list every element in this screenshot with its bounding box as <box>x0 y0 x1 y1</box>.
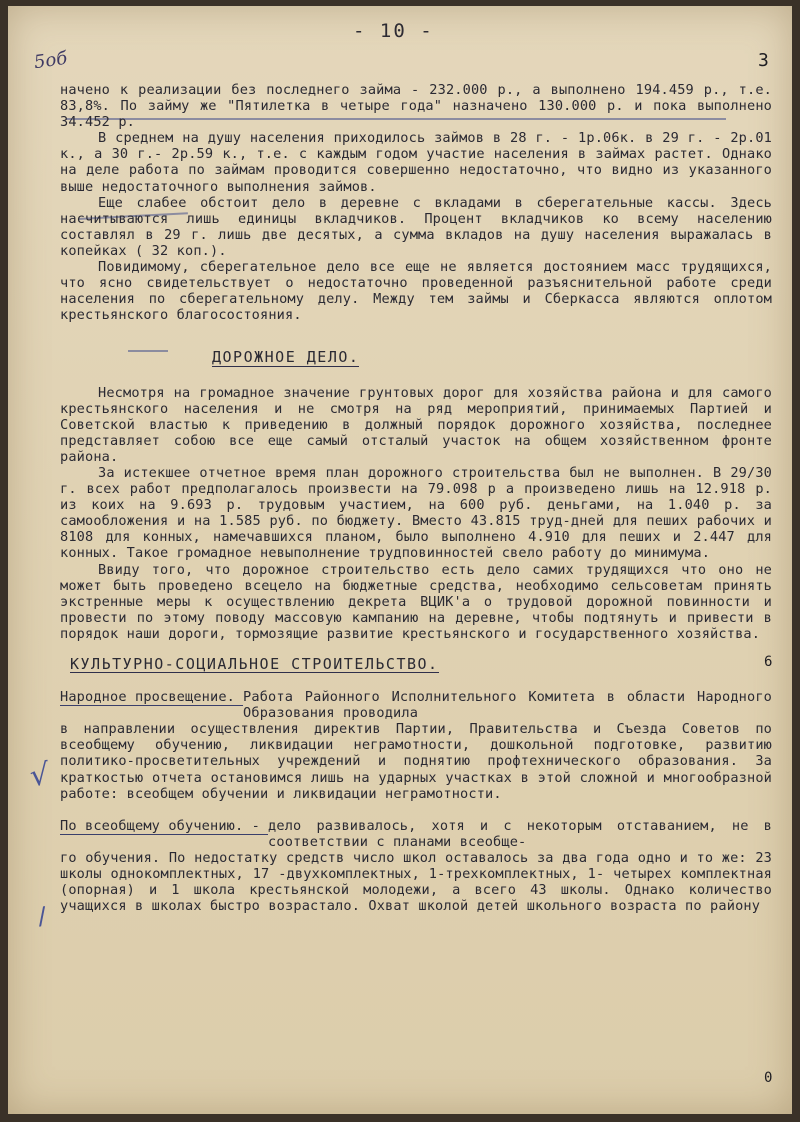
document-page <box>8 6 792 1114</box>
corner-mark-top: 3 <box>758 50 769 71</box>
paragraph: го обучения. По недостатку средств число школ оставалось за два года одно и то же: 23 школы однокомплектных, 17 -двухкомплектных, 1-трехкомплектных, 1- четырех комплектная (опорная) и 1 школа крестьянской молодежи, а всего 43 школы. Однако количество учащихся в школах быстро возрастало. Охват школой детей школьного возраста по району <box>60 849 772 915</box>
subheading-universal-schooling: По всеобщему обучению. - <box>60 818 268 835</box>
paragraph: Повидимому, сберегательное дело все еще не является достоянием масс трудящихся, что ясно свидетельствует о недостаточно проведенной разъяснительной работе среди населения по сберегательному делу. Между тем займы и Сберкасса являются оплотом крестьянского благосостояния. <box>60 259 772 324</box>
paragraph: Несмотря на громадное значение грунтовых дорог для хозяйства района и для самого крестьянского населения и не смотря на ряд мероприятий, принимаемых Партией и Советской властью к приведению в должный порядок дорожного хозяйства, последнее представляет собою все еще самый отсталый участок на общем хозяйственном фронте района. <box>60 384 772 465</box>
pencil-check-icon: / <box>36 901 48 931</box>
paragraph: начено к реализации без последнего займа - 232.000 р., а выполнено 194.459 р., т.е. 83,8%. По займу же "Пятилетка в четыре года" назначено 130.000 р. и пока выполнено 34.452 р. <box>60 82 772 131</box>
education-heading-row <box>60 689 772 721</box>
corner-mark-bottom: 0 <box>764 1070 773 1086</box>
education-lead: Работа Районного Исполнительного Комитета в области Народного Образования проводила <box>243 689 772 722</box>
paragraph: Ввиду того, что дорожное строительство есть дело самих трудящихся что оно не может быть проведено всецело на бюджетные средства, необходимо сельсоветам принять экстренные меры к осуществлению декрета ВЦИК'а о трудовой дорожной повинности и провести по этому поводу массовую кампанию на деревне, чтобы подтянуть и привести в порядок наши дороги, тормозящие развитие крестьянского и государственного хозяйства. <box>60 561 772 642</box>
page-number: - 10 - <box>353 20 434 42</box>
schooling-lead: дело развивалось, хотя и с некоторым отставанием, не в соответствии с планами всеобще- <box>268 817 772 850</box>
paragraph: В среднем на душу населения приходилось займов в 28 г. - 1р.06к. в 29 г. - 2р.01 к., а 30 г.- 2р.59 к., т.е. с каждым годом участие населения в займах растет. Однако на деле работа по займам проводится совершенно недостаточно, что видно из указанного выше недостаточного выполнения займов. <box>60 130 772 195</box>
pencil-check-icon: √ <box>28 757 51 794</box>
schooling-heading-row <box>60 818 772 850</box>
section-title-road: ДОРОЖНОЕ ДЕЛО. <box>212 348 360 367</box>
corner-mark-mid: 6 <box>764 654 773 670</box>
subheading-education: Народное просвещение. <box>60 689 243 706</box>
paragraph: в направлении осуществления директив Партии, Правительства и Съезда Советов по всеобщему обучению, ликвидации неграмотности, дошкольной подготовке, развитию политико-просветительных учреждений и поднятию профтехнического образования. За краткостью отчета остановимся лишь на ударных участках в этой сложной и многообразной работе: всеобщем обучении и ликвидации неграмотности. <box>60 721 772 802</box>
paragraph: За истекшее отчетное время план дорожного строительства был не выполнен. В 29/30 г. всех работ предполагалось произвести на 79.098 р а произведено лишь на 12.918 р. из коих на 9.693 р. трудовым участием, на 600 руб. деньгами, на 1.040 р. за самообложения и на 1.585 руб. по бюджету. Вместо 43.815 труд-дней для пеших рабочих и 8108 для конных, намечавшихся планом, было выполнено 4.910 для пеших и 2.447 для конных. Такое громадное невыполнение трудповинностей свело работу до минимума. <box>60 464 772 562</box>
handwritten-margin-note: 5об <box>32 47 69 74</box>
paragraph: Еще слабее обстоит дело в деревне с вкладами в сберегательные кассы. Здесь насчитываются лишь единицы вкладчиков. Процент вкладчиков ко всему населению составлял в 29 г. лишь две десятых, а сумма вкладов на душу населения выражалась в копейках ( 32 коп.). <box>60 194 772 259</box>
section-title-culture: КУЛЬТУРНО-СОЦИАЛЬНОЕ СТРОИТЕЛЬСТВО. <box>70 655 439 673</box>
document-body <box>60 82 772 914</box>
